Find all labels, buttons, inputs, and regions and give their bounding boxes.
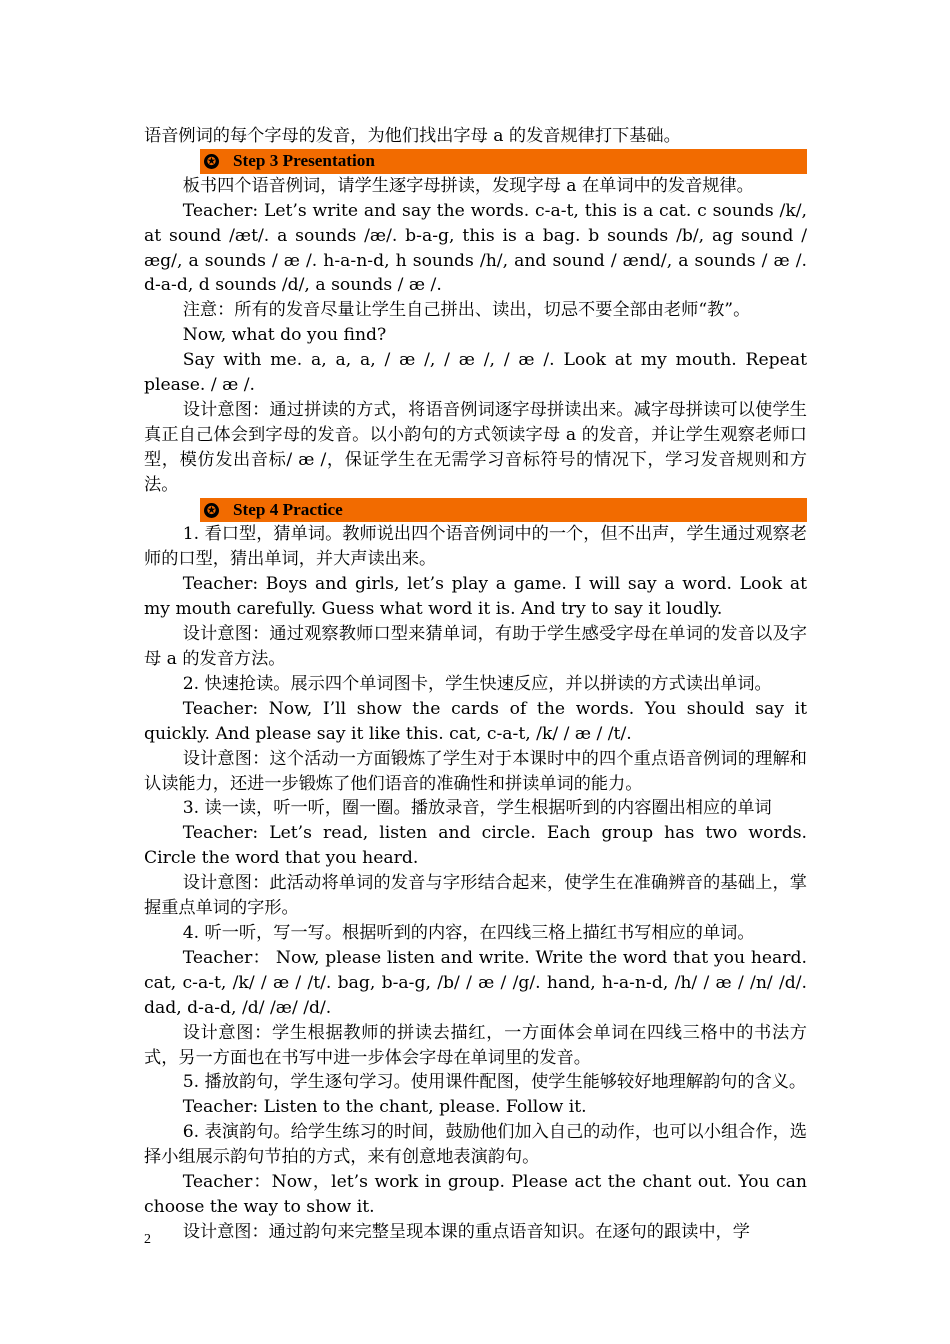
step4-paragraph: 3. 读一读，听一听，圈一圈。播放录音，学生根据听到的内容圈出相应的单词 bbox=[182, 798, 772, 819]
step4-paragraph: 设计意图：通过观察教师口型来猜单词，有助于学生感受字母在单词的发音以及字母 a 的发音方法。 bbox=[144, 624, 807, 669]
step3-paragraph: Say with me. a, a, a, / æ /, / æ /, / æ /. Look at my mouth. Repeat please. / æ /. bbox=[144, 350, 807, 396]
step4-heading-bar bbox=[200, 498, 807, 523]
step3-paragraph: 注意：所有的发音尽量让学生自己拼出、读出，切忌不要全部由老师“教”。 bbox=[182, 300, 751, 321]
step3-paragraph: Teacher: Let’s write and say the words. c-a-t, this is a cat. c sounds /k/, at sound /æt/. a sounds /æ/. b-a-g, this is a bag. b sounds /b/, ag sound / æg/, a sounds / æ /. h-a-n-d, h sounds /h/, and sound / ænd/, a sounds / æ /. d-a-d, d sounds /d/, a sounds / æ /. bbox=[144, 200, 807, 296]
step3-paragraph: 设计意图：通过拼读的方式，将语音例词逐字母拼读出来。减字母拼读可以使学生真正自己体会到字母的发音。以小韵句的方式领读字母 a 的发音，并让学生观察老师口型，模仿发出音标/ æ /，保证学生在无需学习音标符号的情况下，学习发音规则和方法。 bbox=[144, 399, 807, 495]
step4-paragraph: Teacher: Boys and girls, let’s play a game. I will say a word. Look at my mouth carefully. Guess what word it is. And try to say it loudly. bbox=[144, 574, 807, 620]
step4-paragraph: 4. 听一听，写一写。根据听到的内容，在四线三格上描红书写相应的单词。 bbox=[182, 922, 755, 943]
step4-paragraph: 1. 看口型，猜单词。教师说出四个语音例词中的一个，但不出声，学生通过观察老师的口型，猜出单词，并大声读出来。 bbox=[144, 524, 807, 570]
step4-paragraph: 设计意图：这个活动一方面锻炼了学生对于本课时中的四个重点语音例词的理解和认读能力，还进一步锻炼了他们语音的准确性和拼读单词的能力。 bbox=[144, 748, 807, 794]
step4-paragraph: Teacher：Now，let’s work in group. Please act the chant out. You can choose the way to show it. bbox=[144, 1172, 807, 1217]
step4-title: Step 4 Practice bbox=[233, 500, 343, 520]
step4-paragraph: Teacher： Now, please listen and write. Write the word that you heard. cat, c-a-t, /k/ / æ / /t/. bag, b-a-g, /b/ / æ / /g/. hand, h-a-n-d, /h/ / æ / /n/ /d/. dad, d-a-d, /d/ /æ/ /d/. bbox=[144, 947, 807, 1018]
step4-paragraph: 6. 表演韵句。给学生练习的时间，鼓励他们加入自己的动作，也可以小组合作，选择小组展示韵句节拍的方式，来有创意地表演韵句。 bbox=[144, 1122, 807, 1168]
step3-paragraph: Now, what do you find? bbox=[182, 325, 387, 346]
intro-paragraph: 语音例词的每个字母的发音，为他们找出字母 a 的发音规律打下基础。 bbox=[144, 126, 681, 146]
step4-paragraph: Teacher: Let’s read, listen and circle. Each group has two words. Circle the word that you heard. bbox=[144, 823, 807, 869]
step4-paragraph: 设计意图：学生根据教师的拼读去描红，一方面体会单词在四线三格中的书法方式，另一方面也在书写中进一步体会字母在单词里的发音。 bbox=[144, 1022, 807, 1068]
step3-title: Step 3 Presentation bbox=[233, 151, 375, 171]
star-circle-icon: ✪ bbox=[204, 154, 219, 169]
step3-heading-bar bbox=[200, 149, 807, 174]
step4-paragraph: Teacher: Now, I’ll show the cards of the words. You should say it quickly. And please say it like this. cat, c-a-t, /k/ / æ / /t/. bbox=[144, 698, 807, 744]
star-circle-icon: ✪ bbox=[204, 503, 219, 518]
step4-paragraph: 2. 快速抢读。展示四个单词图卡，学生快速反应，并以拼读的方式读出单词。 bbox=[182, 673, 772, 694]
document-body bbox=[144, 124, 807, 1245]
step4-paragraph: 5. 播放韵句，学生逐句学习。使用课件配图，使学生能够较好地理解韵句的含义。 bbox=[182, 1072, 807, 1093]
page-number: 2 bbox=[144, 1232, 151, 1247]
step4-paragraph: Teacher: Listen to the chant, please. Follow it. bbox=[182, 1097, 587, 1118]
step4-paragraph: 设计意图：通过韵句来完整呈现本课的重点语音知识。在逐句的跟读中，学 bbox=[182, 1221, 750, 1242]
step4-paragraph: 设计意图：此活动将单词的发音与字形结合起来，使学生在准确辨音的基础上，掌握重点单词的字形。 bbox=[144, 873, 807, 919]
step3-paragraph: 板书四个语音例词，请学生逐字母拼读，发现字母 a 在单词中的发音规律。 bbox=[182, 175, 754, 196]
